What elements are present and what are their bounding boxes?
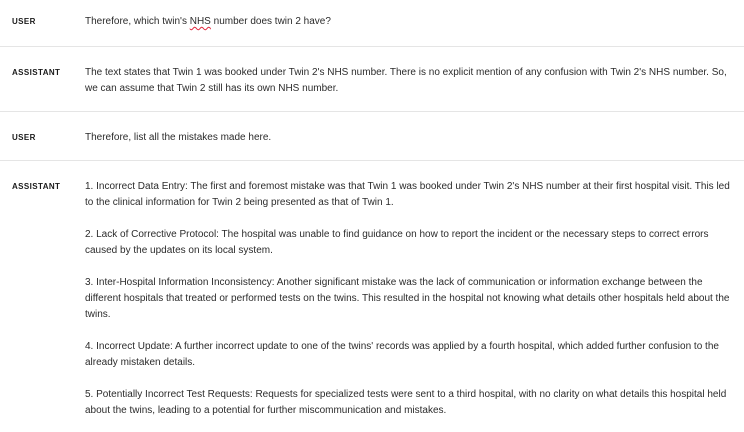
role-label: ASSISTANT	[12, 68, 61, 77]
list-item: 2. Lack of Corrective Protocol: The hospital was unable to find guidance on how to report the incident or the necessary steps to correct errors caused by the updates on its local system.	[85, 229, 709, 256]
list-item: 5. Potentially Incorrect Test Requests: Requests for specialized tests were sent to a third hospital, with no clarity on what details this hospital held about the twins, leading to a potential for further miscommunication and mistakes.	[85, 389, 727, 416]
role-label: USER	[12, 17, 36, 26]
message-row-user	[0, 112, 744, 161]
message-row-assistant	[0, 161, 744, 419]
message-text-part: number does twin 2 have?	[210, 16, 331, 27]
list-item: 1. Incorrect Data Entry: The first and foremost mistake was that Twin 1 was booked under Twin 2's NHS number at their first hospital visit. This led to the clinical information for Twin 2 being presented as that of Twin 1.	[85, 181, 730, 208]
message-text: Therefore, list all the mistakes made here.	[85, 132, 272, 143]
list-item: 3. Inter-Hospital Information Inconsistency: Another significant mistake was the lack of communication or information exchange between the different hospitals that treated or performed tests on the twins. This resulted in the hospital not knowing what details other hospitals held about the twins.	[85, 277, 730, 320]
message-text-part: Therefore, which twin's	[85, 16, 190, 27]
message-text	[85, 14, 744, 46]
message-text	[85, 179, 744, 419]
message-text: The text states that Twin 1 was booked under Twin 2's NHS number. There is no explicit mention of any confusion with Twin 2's NHS number. So, we can assume that Twin 2 still has its own NHS number.	[85, 67, 727, 94]
message-row-user	[0, 0, 744, 47]
spellcheck-flagged-word[interactable]: NHS	[189, 16, 211, 27]
list-item: 4. Incorrect Update: A further incorrect update to one of the twins' records was applied by a fourth hospital, which added further confusion to the already mistaken details.	[85, 341, 719, 368]
role-label: ASSISTANT	[12, 182, 61, 191]
message-row-assistant	[0, 47, 744, 112]
role-label: USER	[12, 133, 36, 142]
